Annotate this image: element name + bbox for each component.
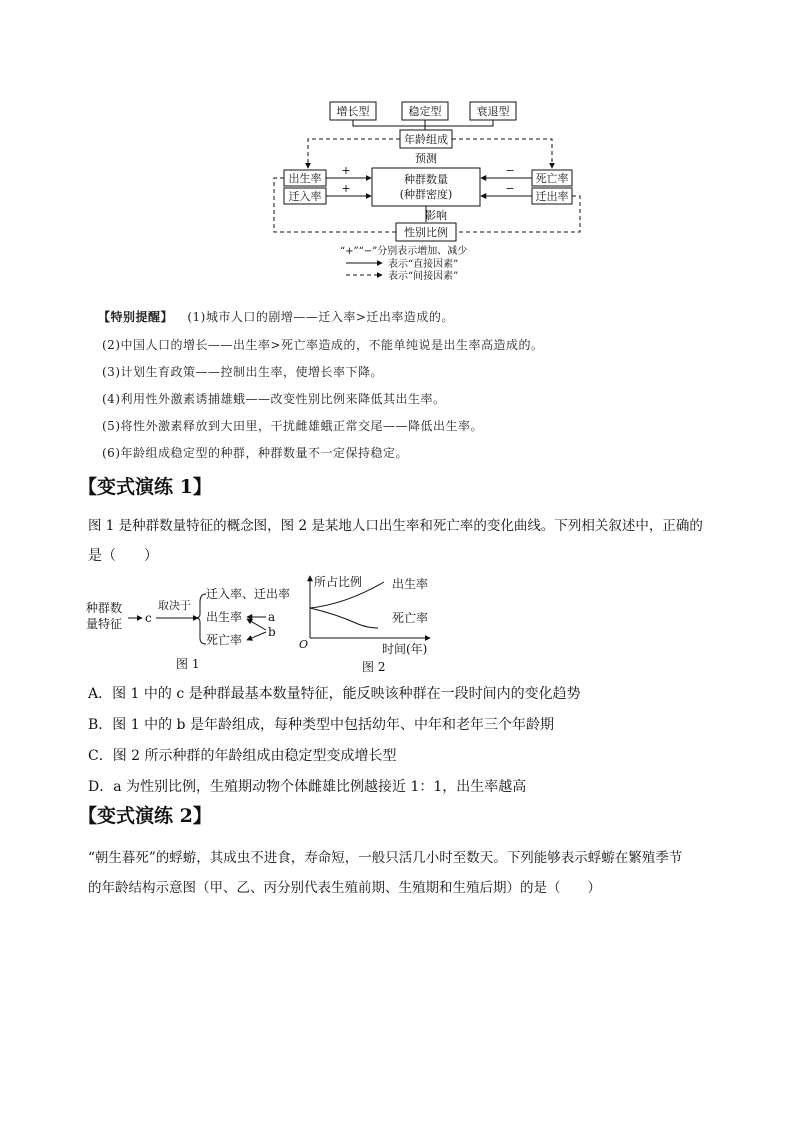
legend-direct: 表示“直接因素” [388,259,459,270]
box-growth-type-label: 增长型 [336,105,370,118]
note-item-6: (6)年龄组成稳定型的种群，种群数量不一定保持稳定。 [102,446,409,460]
exercise1-option-b: B．图 1 中的 b 是年龄组成，每种类型中包括幼年、中年和老年三个年龄期 [88,717,554,733]
fig1-label-1: 种群数 [86,601,123,615]
exercise2-question-line2: 的年龄结构示意图（甲、乙、丙分别代表生殖前期、生殖期和生殖后期）的是（ ） [88,880,601,896]
fig1-caption: 图 1 [176,657,200,671]
box-sex-ratio-label: 性别比例 [404,226,448,239]
plus-sign-2: + [341,182,351,195]
plus-sign-1: + [341,164,351,177]
fig2-birth-label: 出生率 [392,577,429,591]
special-reminder-title: 【特别提醒】 [98,310,174,324]
box-population-size-line1: 种群数量 [404,173,448,186]
figure1-concept-map [82,582,302,672]
fig1-depends: 取决于 [158,599,191,612]
exercise1-question-line2: 是（ ） [88,548,158,564]
exercise1-option-a: A．图 1 中的 c 是种群最基本数量特征，能反映该种群在一段时间内的变化趋势 [88,686,581,702]
box-stable-type-label: 稳定型 [408,105,442,118]
fig2-ylabel: 所占比例 [314,575,363,589]
figure2-rate-curves [296,572,446,676]
note-item-2: (2)中国人口的增长——出生率>死亡率造成的，不能单纯说是出生率高造成的。 [102,338,544,352]
exercise1-question-line1: 图 1 是种群数量特征的概念图，图 2 是某地人口出生率和死亡率的变化曲线。下列相关叙述中，正确的 [88,518,703,534]
box-age-structure-label: 年龄组成 [404,133,448,146]
exercise2-question-line1: “朝生暮死”的蜉蝣，其成虫不进食，寿命短，一般只活几小时至数天。下列能够表示蜉蝣在繁殖季节 [88,850,683,866]
fig1-row-birth: 出生率 [206,610,243,624]
fig1-row-migration: 迁入率、迁出率 [206,587,291,601]
fig1-a: a [268,610,276,624]
box-immigration-rate-label: 迁入率 [288,190,322,203]
note-item-1: (1)城市人口的剧增——迁入率>迁出率造成的。 [187,310,454,324]
fig1-row-death: 死亡率 [206,633,243,647]
fig1-c: c [145,611,152,625]
note-item-5: (5)将性外激素释放到大田里，干扰雌雄蛾正常交尾——降低出生率。 [102,419,484,433]
exercise2-heading: 【变式演练 2】 [78,805,212,827]
fig2-death-label: 死亡率 [392,611,429,625]
exercise1-option-d: D．a 为性别比例，生殖期动物个体雌雄比例越接近 1：1，出生率越高 [88,779,527,795]
exercise1-heading: 【变式演练 1】 [78,476,212,498]
box-emigration-rate-label: 迁出率 [535,190,569,203]
box-death-rate-label: 死亡率 [535,172,569,185]
fig2-origin: O [299,638,309,651]
note-item-3: (3)计划生育政策——控制出生率，使增长率下降。 [102,365,383,379]
predict-label: 预测 [415,152,437,165]
box-birth-rate-label: 出生率 [288,172,322,185]
fig1-label-2: 量特征 [86,617,123,631]
fig2-xlabel: 时间(年) [382,642,428,656]
minus-sign-1: − [505,164,515,177]
box-decline-type-label: 衰退型 [476,105,510,118]
note-item-4: (4)利用性外激素诱捕雄蛾——改变性别比例来降低其出生率。 [102,392,446,406]
fig2-death-curve [310,608,378,628]
box-population-size-line2: (种群密度) [399,188,453,201]
population-feature-diagram [270,96,600,286]
minus-sign-2: − [505,182,515,195]
special-reminder [98,308,738,325]
influence-label: 影响 [425,209,447,222]
exercise1-option-c: C．图 2 所示种群的年龄组成由稳定型变成增长型 [88,748,397,764]
legend-indirect: 表示“间接因素” [388,271,459,282]
fig2-caption: 图 2 [362,660,386,674]
fig1-b: b [268,625,276,639]
legend-plus-minus: “+”“−”分别表示增加、减少 [340,246,468,257]
